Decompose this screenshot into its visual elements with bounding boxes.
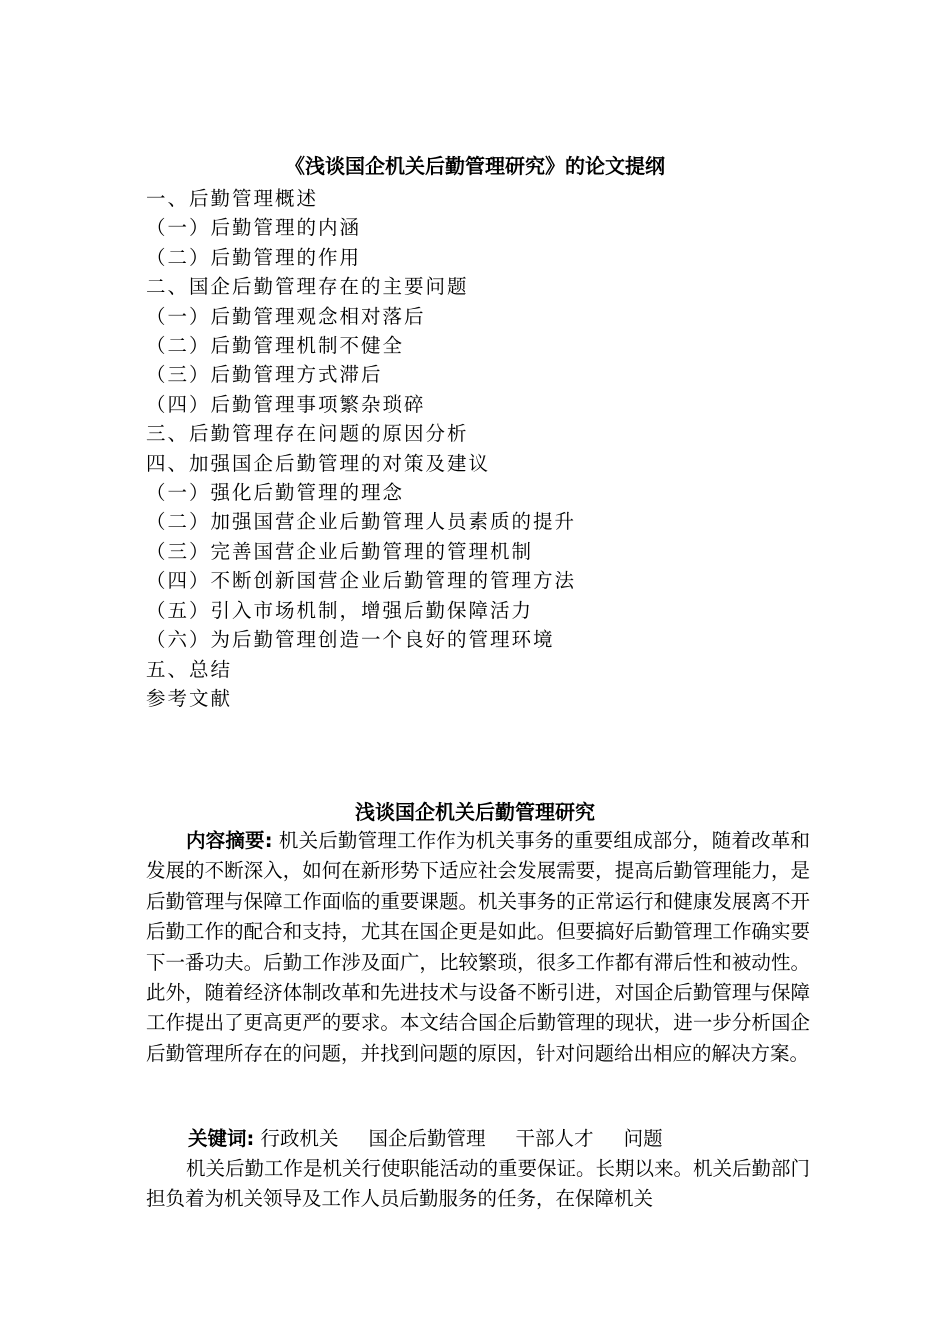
- keywords-line: [146, 1124, 810, 1154]
- outline-item: 五、总结: [146, 657, 233, 681]
- paper-title: 浅谈国企机关后勤管理研究: [355, 800, 595, 824]
- outline-item: （三）后勤管理方式滞后: [146, 363, 383, 387]
- keyword: 干部人才: [515, 1127, 594, 1150]
- outline-item: 二、国企后勤管理存在的主要问题: [146, 275, 469, 299]
- outline-item: （二）后勤管理的作用: [146, 245, 362, 269]
- keyword: 国企后勤管理: [368, 1127, 486, 1150]
- abstract-paragraph: [146, 826, 810, 1069]
- outline-item: （四）不断创新国营企业后勤管理的管理方法: [146, 569, 577, 593]
- outline-item: （六）为后勤管理创造一个良好的管理环境: [146, 628, 555, 652]
- outline-item: 三、后勤管理存在问题的原因分析: [146, 422, 469, 446]
- outline-item: 四、加强国企后勤管理的对策及建议: [146, 451, 491, 475]
- outline-item: （二）后勤管理机制不健全: [146, 334, 405, 358]
- abstract-text: 机关后勤管理工作作为机关事务的重要组成部分，随着改革和发展的不断深入，如何在新形势下适应社会发展需要，提高后勤管理能力，是后勤管理与保障工作面临的重要课题。机关事务的正常运行和健康发展离不开后勤工作的配合和支持，尤其在国企更是如此。但要搞好后勤管理工作确实要下一番功夫。后勤工作涉及面广，比较繁琐，很多工作都有滞后性和被动性。此外，随着经济体制改革和先进技术与设备不断引进，对国企后勤管理与保障工作提出了更高更严的要求。本文结合国企后勤管理的现状，进一步分析国企后勤管理所存在的问题，并找到问题的原因，针对问题给出相应的解决方案。: [146, 829, 810, 1065]
- outline-item: （一）后勤管理观念相对落后: [146, 304, 426, 328]
- outline-item: （一）强化后勤管理的理念: [146, 481, 405, 505]
- intro-paragraph: 机关后勤工作是机关行使职能活动的重要保证。长期以来。机关后勤部门担负着为机关领导及工作人员后勤服务的任务，在保障机关: [146, 1157, 811, 1211]
- keywords-label: 关键词:: [188, 1127, 255, 1150]
- outline-item: （三）完善国营企业后勤管理的管理机制: [146, 539, 534, 563]
- outline-item: （五）引入市场机制，增强后勤保障活力: [146, 598, 534, 622]
- outline-item: 一、后勤管理概述: [146, 187, 319, 210]
- outline-list: [146, 184, 826, 713]
- abstract-label: 内容摘要:: [186, 829, 273, 852]
- keyword: 问题: [623, 1127, 663, 1150]
- outline-item: （二）加强国营企业后勤管理人员素质的提升: [146, 510, 577, 534]
- outline-item: （一）后勤管理的内涵: [146, 216, 362, 240]
- keyword: 行政机关: [260, 1127, 339, 1150]
- outline-title: 《浅谈国企机关后勤管理研究》的论文提纲: [285, 154, 665, 178]
- outline-item: 参考文献: [146, 686, 233, 710]
- outline-item: （四）后勤管理事项繁杂琐碎: [146, 392, 426, 416]
